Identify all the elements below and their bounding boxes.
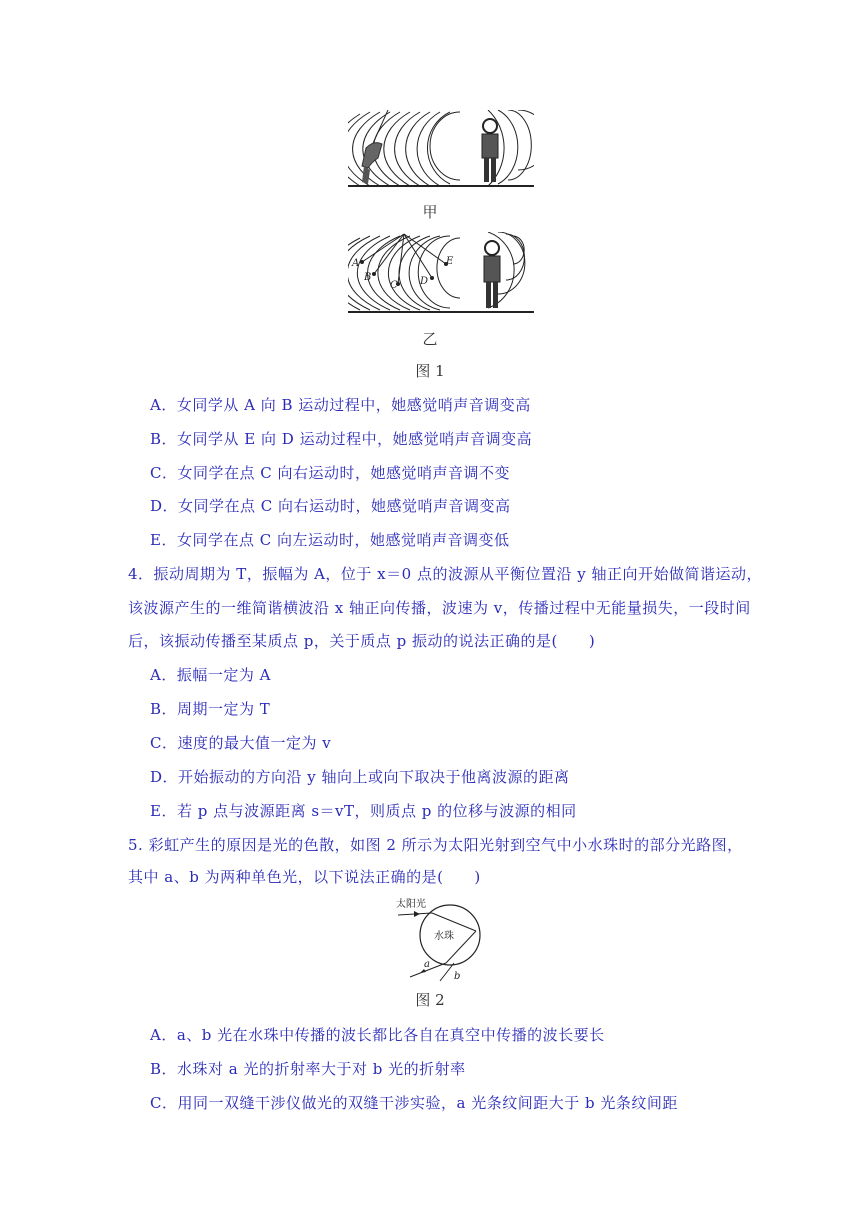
q4-stem-line-3: 后，该振动传播至某质点 p，关于质点 p 振动的说法正确的是( ) (128, 632, 596, 650)
q4-stem-line-1: 4．振动周期为 T，振幅为 A，位于 x＝0 点的波源从平衡位置沿 y 轴正向开始做简谐运动， (128, 565, 762, 583)
label-d: D (420, 276, 429, 287)
label-a: A (352, 258, 360, 269)
q4-stem-line-2: 该波源产生的一维简谐横波沿 x 轴正向传播，波速为 v，传播过程中无能量损失，一段时间 (128, 599, 751, 617)
q3-option-a: A．女同学从 A 向 B 运动过程中，她感觉哨声音调变高 (150, 396, 531, 414)
q4-option-e: E．若 p 点与波源距离 s＝vT，则质点 p 的位移与波源的相同 (150, 802, 577, 820)
q4-option-d: D．开始振动的方向沿 y 轴向上或向下取决于他离波源的距离 (150, 768, 570, 786)
figure-jia-caption: 甲 (422, 203, 438, 221)
q3-option-d: D．女同学在点 C 向右运动时，她感觉哨声音调变高 (150, 497, 511, 515)
figure-yi-illustration (348, 232, 534, 316)
figure-jia-illustration (348, 110, 534, 190)
ray-b-label: b (454, 971, 461, 982)
label-b: B (364, 272, 372, 283)
q5-option-a: A．a、b 光在水珠中传播的波长都比各自在真空中传播的波长要长 (150, 1026, 605, 1044)
label-c: C (390, 280, 398, 291)
q3-option-e: E．女同学在点 C 向左运动时，她感觉哨声音调变低 (150, 531, 510, 549)
q5-stem-line-1: 5. 彩虹产生的原因是光的色散，如图 2 所示为太阳光射到空气中小水珠时的部分光路图， (128, 836, 743, 854)
ray-a-label: a (424, 959, 430, 970)
q4-option-b: B．周期一定为 T (150, 700, 271, 718)
label-e: E (446, 256, 454, 267)
q4-option-c: C．速度的最大值一定为 v (150, 734, 332, 752)
q5-stem-line-2: 其中 a、b 为两种单色光，以下说法正确的是( ) (128, 868, 481, 886)
q3-option-c: C．女同学在点 C 向右运动时，她感觉哨声音调不变 (150, 464, 510, 482)
q3-option-b: B．女同学从 E 向 D 运动过程中，她感觉哨声音调变高 (150, 430, 533, 448)
q5-option-b: B．水珠对 a 光的折射率大于对 b 光的折射率 (150, 1060, 466, 1078)
q5-option-c: C．用同一双缝干涉仪做光的双缝干涉实验，a 光条纹间距大于 b 光条纹间距 (150, 1094, 678, 1112)
sunlight-label: 太阳光 (396, 899, 426, 910)
figure-1-caption: 图 1 (415, 362, 445, 380)
figure-2-water-droplet (390, 893, 500, 983)
drop-label: 水珠 (434, 931, 454, 942)
q4-option-a: A．振幅一定为 A (150, 666, 271, 684)
figure-2-caption: 图 2 (415, 991, 445, 1009)
figure-yi-caption: 乙 (422, 330, 438, 348)
